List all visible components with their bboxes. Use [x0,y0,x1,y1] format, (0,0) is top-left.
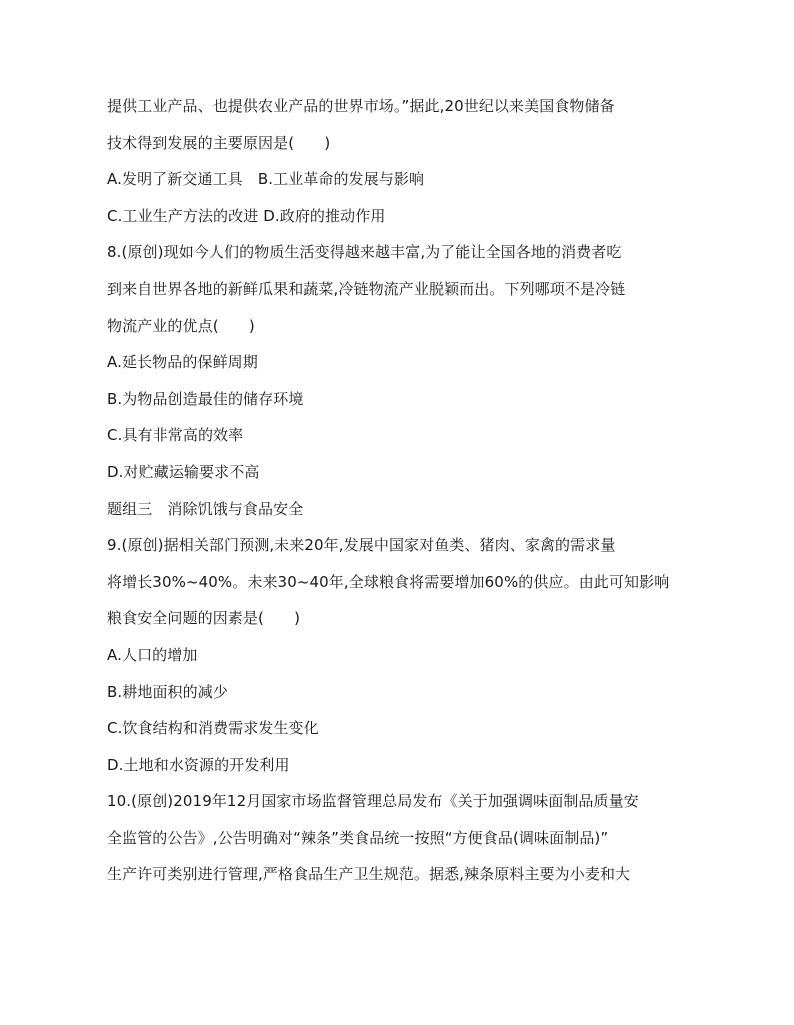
option-line: D.对贮藏运输要求不高 [107,462,260,481]
document-body [107,88,707,893]
question-9-line: 9.(原创)据相关部门预测,未来20年,发展中国家对鱼类、猪肉、家禽的需求量 [107,536,616,555]
text-line: 技术得到发展的主要原因是( ) [107,133,331,152]
text-line: 提供工业产品、也提供农业产品的世界市场。”据此,20世纪以来美国食物储备 [107,97,615,115]
option-line: C.饮食结构和消费需求发生变化 [107,719,319,738]
question-9-line: 将增长30%~40%。未来30~40年,全球粮食将需要增加60%的供应。由此可知影响 [107,572,670,591]
question-8-line: 8.(原创)现如今人们的物质生活变得越来越丰富,为了能让全国各地的消费者吃 [107,243,622,262]
question-9-line: 粮食安全问题的因素是( ) [107,609,301,628]
option-line: B.为物品创造最佳的储存环境 [107,389,304,408]
option-line: A.延长物品的保鲜周期 [107,353,258,372]
option-line: B.耕地面积的减少 [107,682,228,701]
question-10-line: 10.(原创)2019年12月国家市场监督管理总局发布《关于加强调味面制品质量安 [107,792,639,811]
question-8-line: 物流产业的优点( ) [107,316,255,335]
option-line: C.工业生产方法的改进 D.政府的推动作用 [107,206,386,225]
question-8-line: 到来自世界各地的新鲜瓜果和蔬菜,冷链物流产业脱颖而出。下列哪项不是冷链 [107,279,626,298]
section-heading: 题组三 消除饥饿与食品安全 [107,499,304,518]
option-line: A.发明了新交通工具 B.工业革命的发展与影响 [107,170,425,189]
question-10-line: 全监管的公告》,公告明确对“辣条”类食品统一按照“方便食品(调味面制品)” [107,828,609,847]
option-line: C.具有非常高的效率 [107,426,244,445]
question-10-line: 生产许可类别进行管理,严格食品生产卫生规范。据悉,辣条原料主要为小麦和大 [107,865,631,884]
option-line: D.土地和水资源的开发利用 [107,755,290,774]
option-line: A.人口的增加 [107,645,198,664]
